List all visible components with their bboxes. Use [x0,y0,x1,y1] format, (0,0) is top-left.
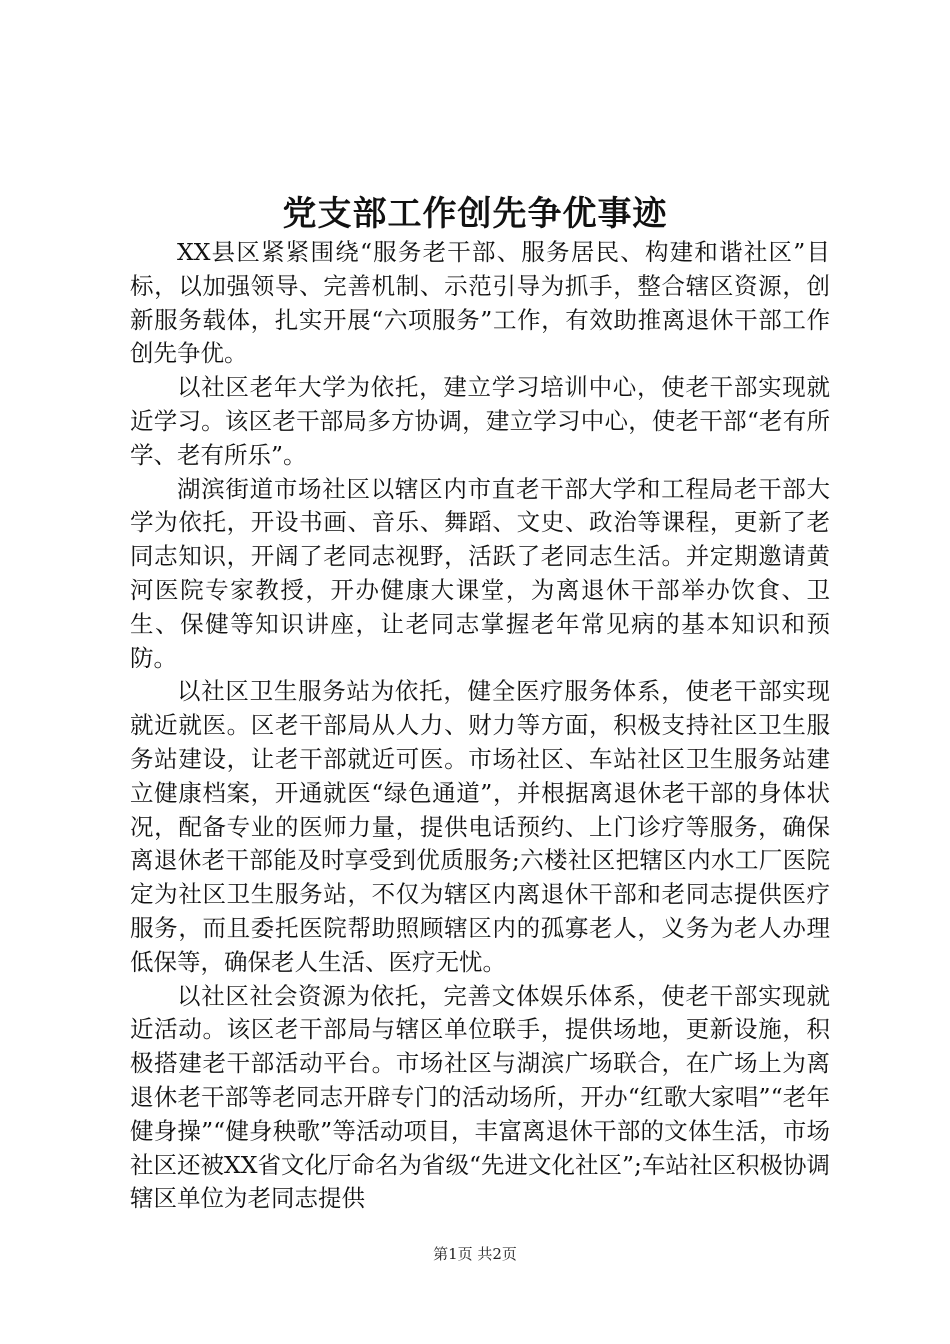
paragraph: 湖滨街道市场社区以辖区内市直老干部大学和工程局老干部大学为依托，开设书画、音乐、舞蹈、文史、政治等课程，更新了老同志知识，开阔了老同志视野，活跃了老同志生活。并定期邀请黄河医院专家教授，开办健康大课堂，为离退休干部举办饮食、卫生、保健等知识讲座，让老同志掌握老年常见病的基本知识和预防。 [130,474,830,672]
paragraph: 以社区老年大学为依托，建立学习培训中心，使老干部实现就近学习。该区老干部局多方协调，建立学习中心，使老干部“老有所学、老有所乐”。 [130,373,830,469]
document-body [130,236,830,1216]
document-title: 党支部工作创先争优事迹 [282,194,668,234]
page-footer: 第1页 共2页 [433,1245,517,1263]
paragraph: XX县区紧紧围绕“服务老干部、服务居民、构建和谐社区”目标，以加强领导、完善机制、示范引导为抓手，整合辖区资源，创新服务载体，扎实开展“六项服务”工作，有效助推离退休干部工作创先争优。 [130,238,830,368]
paragraph: 以社区社会资源为依托，完善文体娱乐体系，使老干部实现就近活动。该区老干部局与辖区单位联手，提供场地，更新设施，积极搭建老干部活动平台。市场社区与湖滨广场联合，在广场上为离退休老干部等老同志开辟专门的活动场所，开办“红歌大家唱”“老年健身操”“健身秧歌”等活动项目，丰富离退休干部的文体生活，市场社区还被XX省文化厅命名为省级“先进文化社区”;车站社区积极协调辖区单位为老同志提供 [130,981,830,1213]
paragraph: 以社区卫生服务站为依托，健全医疗服务体系，使老干部实现就近就医。区老干部局从人力、财力等方面，积极支持社区卫生服务站建设，让老干部就近可医。市场社区、车站社区卫生服务站建立健康档案，开通就医“绿色通道”，并根据离退休老干部的身体状况，配备专业的医师力量，提供电话预约、上门诊疗等服务，确保离退休老干部能及时享受到优质服务;六楼社区把辖区内水工厂医院定为社区卫生服务站，不仅为辖区内离退休干部和老同志提供医疗服务，而且委托医院帮助照顾辖区内的孤寡老人，义务为老人办理低保等，确保老人生活、医疗无忧。 [130,677,830,976]
